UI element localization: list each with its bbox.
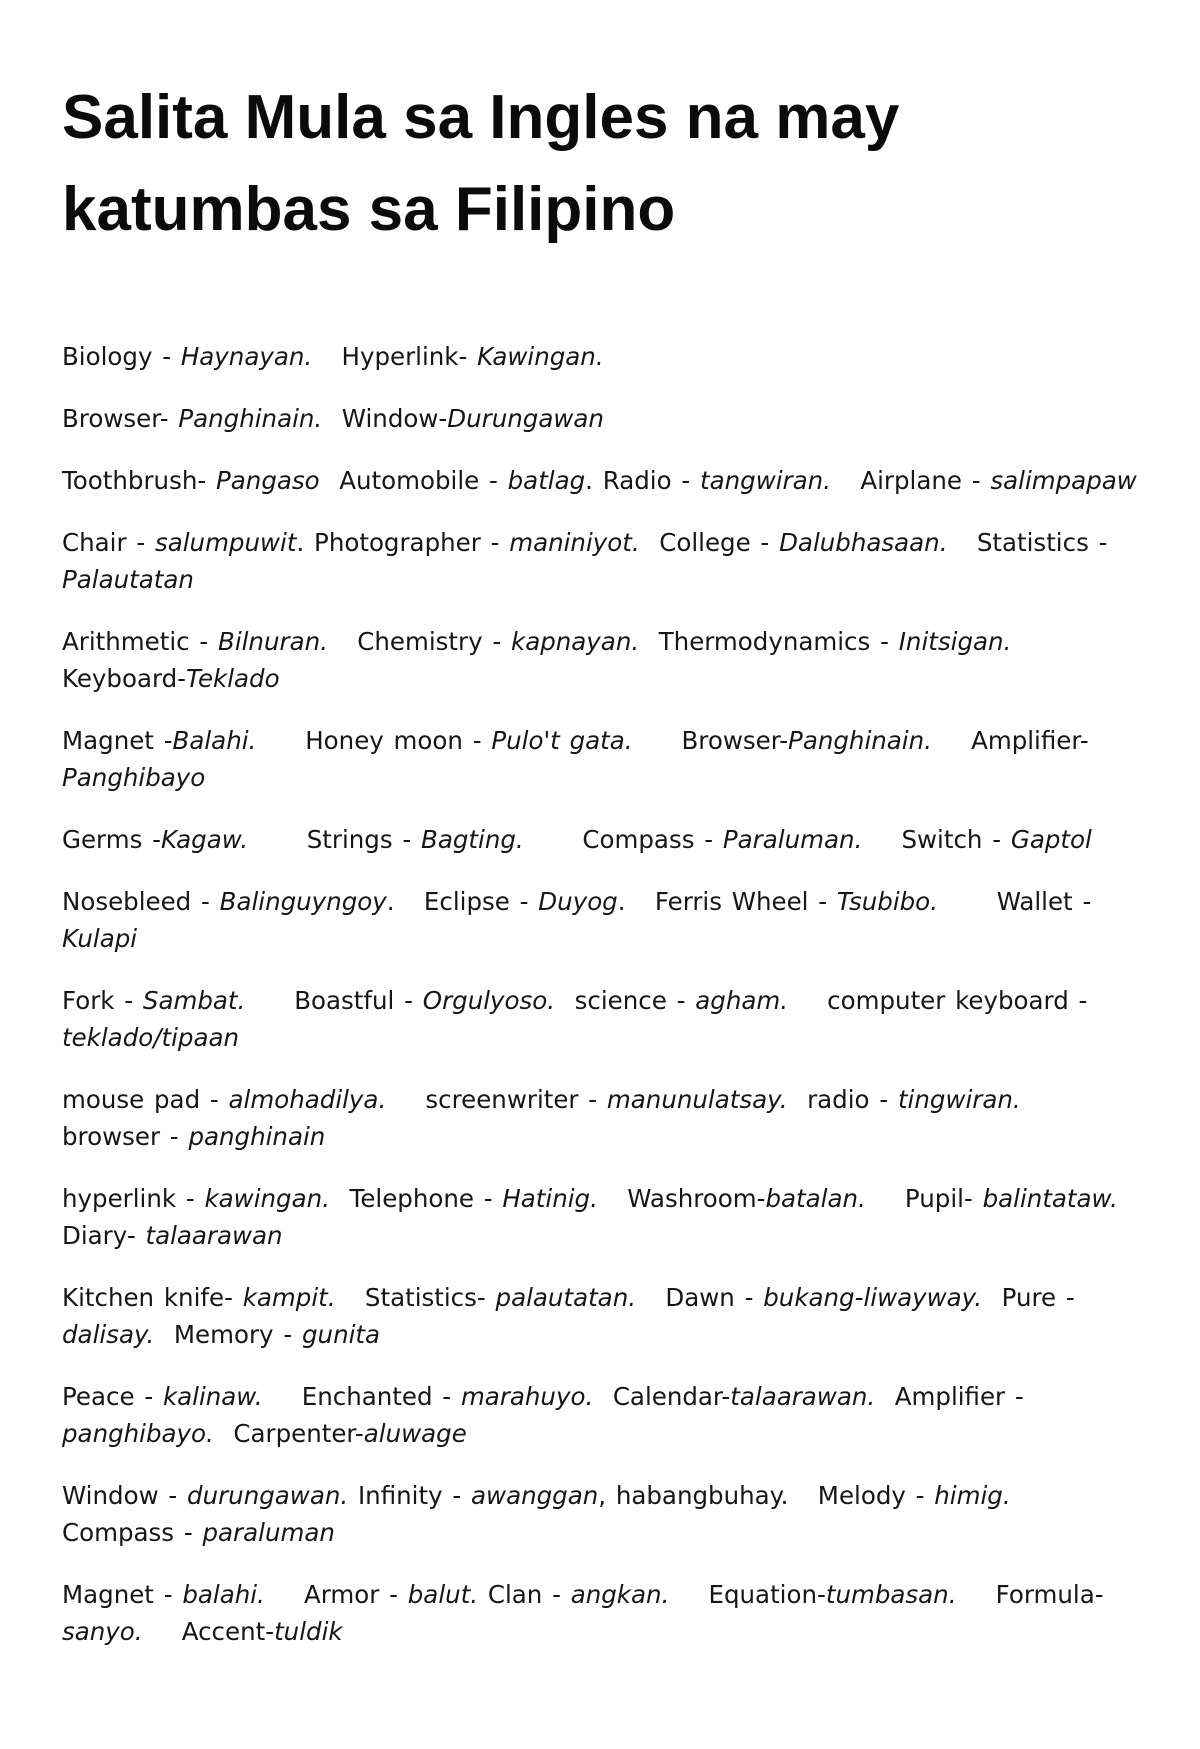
filipino-term: Bilnuran. — [218, 627, 328, 656]
glossary-list — [62, 338, 1148, 1650]
filipino-term: tingwiran. — [897, 1085, 1021, 1114]
english-term: Wallet - — [937, 887, 1102, 916]
filipino-term: balintataw. — [982, 1184, 1118, 1213]
english-term: Biology - — [62, 342, 181, 371]
english-term: Compass - — [62, 1481, 1031, 1547]
english-term: Automobile - — [319, 466, 508, 495]
glossary-paragraph — [62, 982, 1140, 1056]
glossary-paragraph — [62, 722, 1140, 796]
glossary-paragraph — [62, 1477, 1140, 1551]
english-term: Browser- — [632, 726, 789, 755]
english-term: Pupil- — [865, 1184, 983, 1213]
english-term: Memory - — [154, 1320, 302, 1349]
glossary-paragraph — [62, 1081, 1140, 1155]
english-term: Amplifier - — [875, 1382, 1034, 1411]
filipino-term: kampit. — [242, 1283, 336, 1312]
english-term: Honey moon - — [256, 726, 492, 755]
glossary-paragraph — [62, 338, 1140, 375]
glossary-paragraph — [62, 821, 1140, 858]
filipino-term: gunita — [301, 1320, 381, 1349]
filipino-term: Bagting. — [421, 825, 524, 854]
filipino-term: Teklado — [186, 664, 280, 693]
english-term: Statistics - — [947, 528, 1118, 557]
filipino-term: dalisay. — [62, 1320, 155, 1349]
filipino-term: talaarawan — [145, 1221, 283, 1250]
filipino-term: Orgulyoso. — [422, 986, 556, 1015]
filipino-term: marahuyo. — [460, 1382, 594, 1411]
filipino-term: Pulo't gata. — [491, 726, 633, 755]
filipino-term: kalinaw. — [162, 1382, 263, 1411]
english-term: Chair - — [62, 528, 155, 557]
english-term: Chemistry - — [327, 627, 512, 656]
glossary-paragraph — [62, 462, 1140, 499]
filipino-term: Kulapi — [62, 924, 138, 953]
filipino-term: batalan. — [765, 1184, 866, 1213]
english-term: Window- — [322, 404, 448, 433]
filipino-term: Hatinig. — [502, 1184, 598, 1213]
filipino-term: tangwiran. — [700, 466, 831, 495]
filipino-term: himig. — [934, 1481, 1011, 1510]
english-term: Toothbrush- — [62, 466, 216, 495]
filipino-term: awanggan — [471, 1481, 599, 1510]
english-term: Accent- — [142, 1617, 275, 1646]
glossary-paragraph — [62, 1180, 1148, 1254]
glossary-paragraph — [62, 883, 1140, 957]
english-term: radio - — [787, 1085, 898, 1114]
filipino-term: kawingan. — [204, 1184, 330, 1213]
filipino-term: tuldik — [274, 1617, 343, 1646]
english-term: . Eclipse - — [386, 887, 539, 916]
english-term: Boastful - — [245, 986, 423, 1015]
english-term: Nosebleed - — [62, 887, 220, 916]
english-term: Thermodynamics - — [639, 627, 899, 656]
glossary-paragraph — [62, 1576, 1140, 1650]
filipino-term: Kawingan. — [477, 342, 604, 371]
filipino-term: agham. — [695, 986, 789, 1015]
filipino-term: tumbasan. — [825, 1580, 957, 1609]
english-term: Window - — [62, 1481, 188, 1510]
english-term: Fork - — [62, 986, 143, 1015]
glossary-paragraph — [62, 623, 1140, 697]
filipino-term: Dalubhasaan. — [779, 528, 948, 557]
filipino-term: sanyo. — [62, 1617, 143, 1646]
filipino-term: Balahi. — [172, 726, 257, 755]
filipino-term: Duyog — [538, 887, 618, 916]
english-term: Telephone - — [329, 1184, 503, 1213]
english-term: Washroom- — [597, 1184, 766, 1213]
english-term: Magnet - — [62, 1580, 183, 1609]
filipino-term: manunulatsay. — [606, 1085, 788, 1114]
english-term: Kitchen knife- — [62, 1283, 243, 1312]
filipino-term: Kagaw. — [160, 825, 248, 854]
english-term: Statistics- — [335, 1283, 496, 1312]
english-term: Hyperlink- — [312, 342, 478, 371]
english-term: Germs - — [62, 825, 161, 854]
filipino-term: balut. — [407, 1580, 479, 1609]
filipino-term: Haynayan. — [180, 342, 313, 371]
filipino-term: panghinain — [188, 1122, 326, 1151]
english-term: science - — [555, 986, 696, 1015]
english-term: Peace - — [62, 1382, 163, 1411]
english-term: Clan - — [478, 1580, 571, 1609]
filipino-term: durungawan. — [187, 1481, 349, 1510]
filipino-term: maniniyot. — [509, 528, 640, 557]
filipino-term: almohadilya. — [228, 1085, 387, 1114]
filipino-term: teklado/tipaan — [62, 1023, 240, 1052]
english-term: Switch - — [862, 825, 1011, 854]
filipino-term: Pangaso — [216, 466, 320, 495]
english-term: Magnet - — [62, 726, 173, 755]
filipino-term: Balinguyngoy — [219, 887, 387, 916]
english-term: mouse pad - — [62, 1085, 229, 1114]
english-term: Browser- — [62, 404, 179, 433]
glossary-paragraph — [62, 400, 1140, 437]
filipino-term: Tsubibo. — [836, 887, 938, 916]
filipino-term: Panghibayo — [62, 763, 206, 792]
filipino-term: salimpapaw — [990, 466, 1137, 495]
glossary-paragraph — [62, 1378, 1140, 1452]
english-term: screenwriter - — [386, 1085, 607, 1114]
filipino-term: palautatan. — [495, 1283, 637, 1312]
english-term: hyperlink - — [62, 1184, 205, 1213]
english-term: Arithmetic - — [62, 627, 219, 656]
english-term: computer keyboard - — [788, 986, 1098, 1015]
filipino-term: bukang-liwayway. — [763, 1283, 983, 1312]
glossary-paragraph — [62, 524, 1140, 598]
english-term: Airplane - — [830, 466, 991, 495]
page-title: Salita Mula sa Ingles na may katumbas sa Filipino — [62, 83, 900, 244]
filipino-term: talaarawan. — [730, 1382, 876, 1411]
english-term: Carpenter- — [213, 1419, 364, 1448]
filipino-term: aluwage — [363, 1419, 467, 1448]
filipino-term: Palautatan — [62, 565, 194, 594]
glossary-paragraph — [62, 1279, 1140, 1353]
filipino-term: paraluman — [202, 1518, 335, 1547]
filipino-term: Panghinain. — [178, 404, 323, 433]
english-term: Compass - — [523, 825, 723, 854]
filipino-term: Durungawan — [447, 404, 604, 433]
english-term: Keyboard- — [62, 627, 1031, 693]
filipino-term: balahi. — [182, 1580, 265, 1609]
english-term: Enchanted - — [262, 1382, 461, 1411]
english-term: Armor - — [264, 1580, 408, 1609]
filipino-term: Initsigan. — [898, 627, 1012, 656]
filipino-term: salumpuwit — [154, 528, 297, 557]
english-term: . Radio - — [585, 466, 701, 495]
english-term: . Ferris Wheel - — [617, 887, 837, 916]
english-term: College - — [639, 528, 780, 557]
filipino-term: angkan. — [570, 1580, 670, 1609]
english-term: Pure - — [982, 1283, 1085, 1312]
filipino-term: batlag — [507, 466, 586, 495]
english-term: Formula- — [956, 1580, 1114, 1609]
filipino-term: Gaptol — [1010, 825, 1092, 854]
english-term: Diary- — [62, 1184, 1148, 1250]
filipino-term: kapnayan. — [511, 627, 640, 656]
english-term: . Photographer - — [296, 528, 510, 557]
english-term: Calendar- — [593, 1382, 731, 1411]
filipino-term: Paraluman. — [722, 825, 863, 854]
english-term: Infinity - — [348, 1481, 472, 1510]
english-term: Dawn - — [636, 1283, 764, 1312]
english-term: Amplifier- — [931, 726, 1089, 755]
filipino-term: Panghinain. — [788, 726, 932, 755]
english-term: browser - — [62, 1085, 1051, 1151]
english-term: Strings - — [248, 825, 422, 854]
english-term: , habangbuhay. Melody - — [598, 1481, 935, 1510]
filipino-term: panghibayo. — [62, 1419, 214, 1448]
filipino-term: Sambat. — [142, 986, 246, 1015]
english-term: Equation- — [669, 1580, 826, 1609]
